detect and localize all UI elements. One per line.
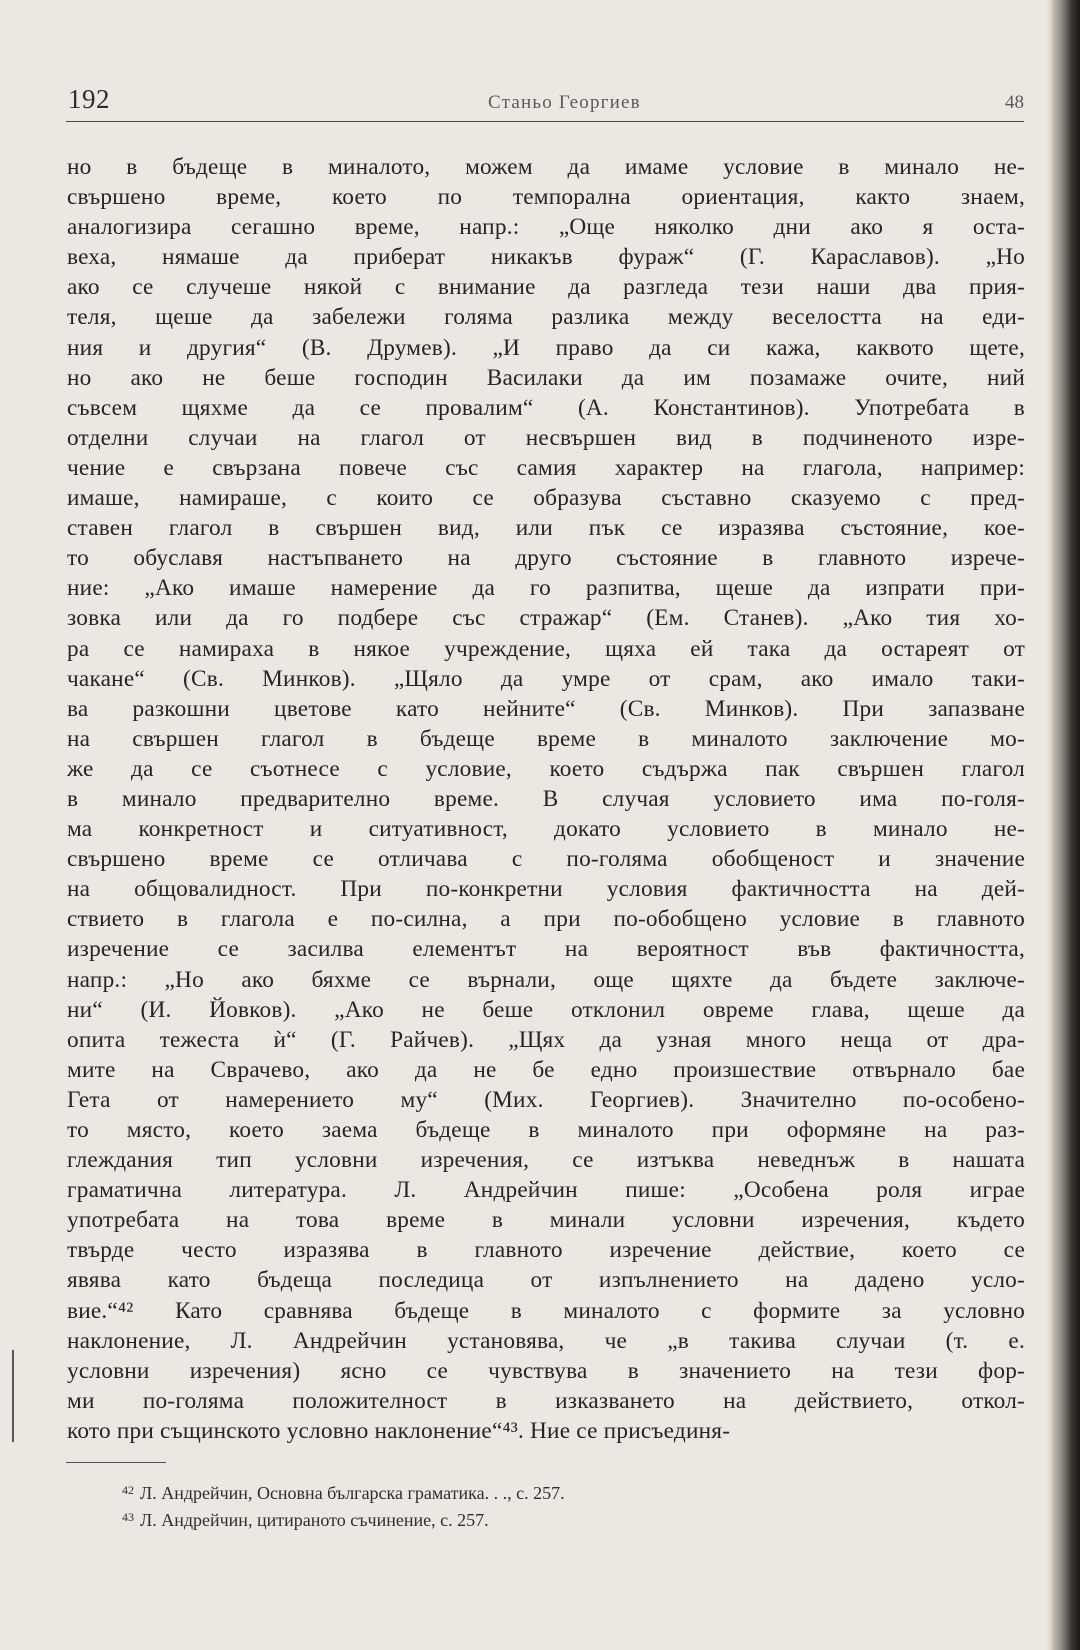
- text-line: теля, щеше да забележи голяма разлика между веселостта на еди-: [67, 304, 1025, 331]
- text-line: условни изречения) ясно се чувствува в значението на тези фор-: [67, 1357, 1025, 1384]
- page-number: 192: [68, 84, 110, 114]
- text-line: ствието в глагола е по-силна, а при по-обобщено условие в главното: [67, 906, 1025, 933]
- footnote: [122, 1478, 922, 1505]
- text-line: свършено време, което по темпорална ориентация, както знаем,: [67, 184, 1025, 211]
- text-line: напр.: „Но ако бяхме се върнали, още щяхте да бъдете заключе-: [67, 966, 1025, 993]
- text-line: изречение се засилва елементът на вероятност във фактичността,: [67, 936, 1025, 963]
- text-line: аналогизира сегашно време, напр.: „Още няколко дни ако я оста-: [67, 214, 1025, 241]
- text-line: наклонение, Л. Андрейчин установява, че „в такива случаи (т. е.: [67, 1327, 1025, 1354]
- text-line: Гета от намерението му“ (Мих. Георгиев). Значително по-особено-: [67, 1086, 1025, 1113]
- section-number: 48: [1005, 92, 1024, 113]
- text-line: явява като бъдеща последица от изпълнението на дадено усло-: [67, 1267, 1025, 1294]
- text-line: на общовалидност. При по-конкретни условия фактичността на дей-: [67, 876, 1025, 903]
- text-line: на свършен глагол в бъдеще време в миналото заключение мо-: [67, 725, 1025, 752]
- text-line: веха, нямаше да приберат никакъв фураж“ (Г. Караславов). „Но: [67, 244, 1025, 271]
- text-line: опита тежеста ѝ“ (Г. Райчев). „Щях да узная много неща от дра-: [67, 1026, 1025, 1053]
- text-line: зовка или да го подбере със стражар“ (Ем. Станев). „Ако тия хо-: [67, 605, 1025, 632]
- footnote-mark: 42: [122, 1483, 134, 1497]
- footnote-text: Л. Андрейчин, Основна българска граматика. . ., с. 257.: [140, 1483, 565, 1503]
- text-line: чение е свързана повече със самия характер на глагола, например:: [67, 454, 1025, 481]
- text-line: ния и другия“ (В. Друмев). „И право да си кажа, каквото щете,: [67, 334, 1025, 361]
- text-line: то обуславя настъпването на друго състояние в главното изрече-: [67, 545, 1025, 572]
- text-line: ми по-голяма положителност в изказването на действието, откол-: [67, 1387, 1025, 1414]
- text-line: ни“ (И. Йовков). „Ако не беше отклонил овреме глава, щеше да: [67, 996, 1025, 1023]
- text-line: глеждания тип условни изречения, се изтъква неведнъж в нашата: [67, 1147, 1025, 1174]
- text-line: в минало предварително време. В случая условието има по-голя-: [67, 785, 1025, 812]
- text-line: употребата на това време в минали условни изречения, където: [67, 1207, 1025, 1234]
- text-line: отделни случаи на глагол от несвършен вид в подчиненото изре-: [67, 424, 1025, 451]
- text-line: же да се съотнесе с условие, което съдържа пак свършен глагол: [67, 755, 1025, 782]
- text-line: имаше, намираше, с които се образува съставно сказуемо с пред-: [67, 485, 1025, 512]
- book-spine-shadow: [1052, 0, 1080, 1650]
- text-line: граматична литература. Л. Андрейчин пише: „Особена роля играе: [67, 1177, 1025, 1204]
- running-title: Станьо Георгиев: [488, 92, 641, 113]
- text-line: ва разкошни цветове като нейните“ (Св. Минков). При запазване: [67, 695, 1025, 722]
- text-line: ма конкретност и ситуативност, докато условието в минало не-: [67, 816, 1025, 843]
- footnote: [122, 1505, 922, 1532]
- text-line: свършено време се отличава с по-голяма обобщеност и значение: [67, 846, 1025, 873]
- text-line: съвсем щяхме да се провалим“ (А. Константинов). Употребата в: [67, 394, 1025, 421]
- header-rule: [66, 121, 1024, 122]
- text-line: чакане“ (Св. Минков). „Щяло да умре от срам, ако имало таки-: [67, 665, 1025, 692]
- footnote-text: Л. Андрейчин, цитираното съчинение, с. 257.: [140, 1510, 489, 1530]
- text-line: твърде често изразява в главното изречение действие, което се: [67, 1237, 1025, 1264]
- text-line: но в бъдеще в миналото, можем да имаме условие в минало не-: [67, 154, 1025, 180]
- footnote-mark: 43: [122, 1510, 134, 1524]
- body-text: [67, 152, 1025, 1446]
- margin-mark: [12, 1350, 20, 1442]
- footnotes: [122, 1478, 922, 1532]
- text-line: вие.“⁴² Като сравнява бъдеще в миналото с формите за условно: [67, 1297, 1025, 1324]
- text-line: ако се случеше някой с внимание да разгледа тези наши два прия-: [67, 274, 1025, 301]
- text-line: ра се намираха в някое учреждение, щяха ей така да остареят от: [67, 635, 1025, 662]
- text-line: но ако не беше господин Василаки да им позамаже очите, ний: [67, 364, 1025, 391]
- text-line: ние: „Ако имаше намерение да го разпитва, щеше да изпрати при-: [67, 575, 1025, 602]
- text-line: мите на Сврачево, ако да не бе едно произшествие отвърнало бае: [67, 1056, 1025, 1083]
- text-line: ставен глагол в свършен вид, или пък се изразява състояние, кое-: [67, 515, 1025, 542]
- page-header: [68, 84, 1024, 120]
- text-line: кото при същинското условно наклонение“⁴³. Ние се присъединя-: [67, 1417, 731, 1444]
- footnote-rule: [66, 1462, 166, 1463]
- text-line: то място, което заема бъдеще в миналото при оформяне на раз-: [67, 1117, 1025, 1143]
